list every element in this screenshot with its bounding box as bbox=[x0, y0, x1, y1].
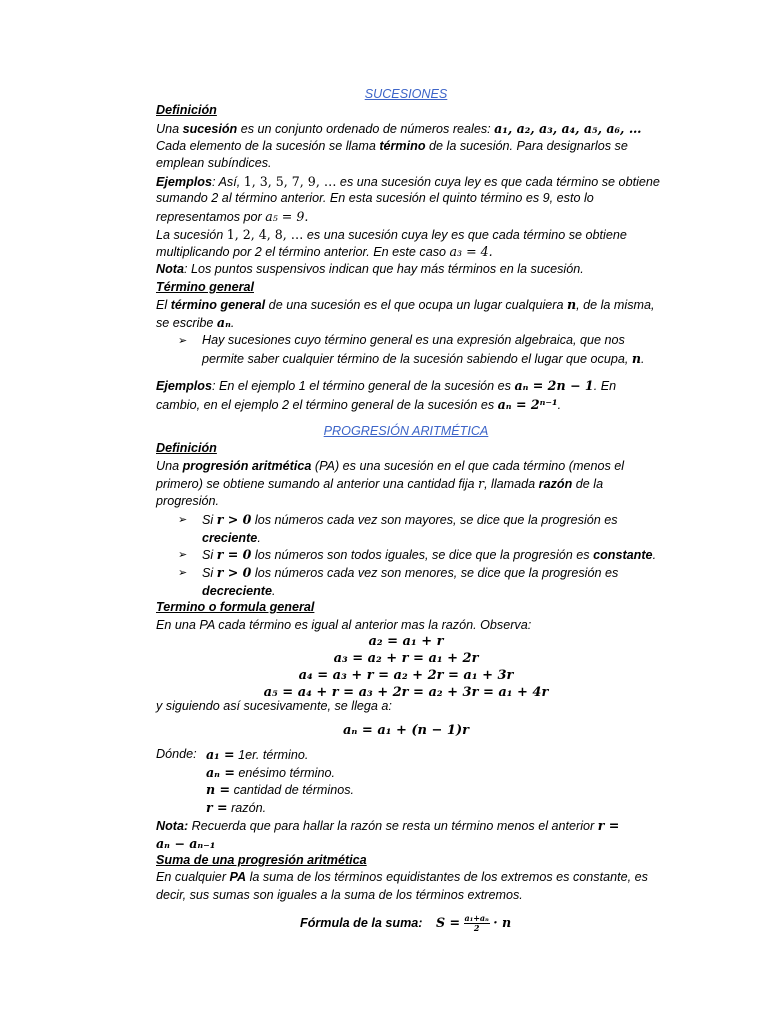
equation-a5: a₅ = a₄ + r = a₃ + 2r = a₂ + 3r = a₁ + 4r bbox=[263, 685, 549, 700]
arrow-bullet-icon: ➢ bbox=[178, 513, 188, 526]
donde-label: Dónde: bbox=[156, 747, 197, 761]
nota-1: Nota: Los puntos suspensivos indican que hay más términos en la sucesión. bbox=[156, 262, 584, 276]
title-progresion-aritmetica: PROGRESIÓN ARITMÉTICA bbox=[323, 424, 489, 438]
def1-line2: Cada elemento de la sucesión se llama término de la sucesión. Para designarlos se bbox=[156, 139, 628, 153]
donde-a1: a₁ = 1er. término. bbox=[206, 747, 309, 762]
formula-suma-lhs: S = bbox=[435, 915, 461, 930]
bullet-creciente: ➢ Si r > 0 los números cada vez son mayores, se dice que la progresión es creciente. bbox=[178, 512, 618, 545]
formula-suma bbox=[300, 912, 511, 934]
bullet-decreciente: ➢ Si r > 0 los números cada vez son menores, se dice que la progresión es decreciente. bbox=[178, 565, 619, 598]
def1-line1: Una sucesión es un conjunto ordenado de números reales: a₁, a₂, a₃, a₄, a₅, a₆, … bbox=[156, 121, 642, 136]
arrow-bullet-icon: ➢ bbox=[178, 566, 188, 579]
suma-line1: En cualquier PA la suma de los términos equidistantes de los extremos es constante, es bbox=[156, 870, 648, 884]
arrow-bullet-icon: ➢ bbox=[178, 548, 188, 561]
donde-n: n = cantidad de términos. bbox=[206, 782, 355, 797]
ejemplos1-line1: Ejemplos: Así, 1, 3, 5, 7, 9, … es una sucesión cuya ley es que cada término se obtiene bbox=[156, 174, 660, 189]
def1-line3: emplean subíndices. bbox=[156, 156, 272, 170]
nota-2-line1: Nota: Recuerda que para hallar la razón se resta un término menos el anterior r = bbox=[156, 818, 620, 833]
fg-follow: y siguiendo así sucesivamente, se llega a: bbox=[156, 699, 392, 713]
def2-line3: progresión. bbox=[156, 494, 220, 508]
formula-suma-fraction: $\frac{\text{a₁+aₙ}}{2}$ bbox=[464, 913, 489, 934]
def2-line2: primero) se obtiene sumando al anterior una cantidad fija r, llamada razón de la bbox=[156, 476, 604, 491]
heading-definicion-1: Definición bbox=[156, 103, 217, 117]
donde-an: aₙ = enésimo término. bbox=[206, 765, 335, 780]
ejemplos1-line5: multiplicando por 2 el término anterior. En este caso a₃ = 4. bbox=[156, 244, 493, 259]
fg-intro: En una PA cada término es igual al anterior mas la razón. Observa: bbox=[156, 618, 532, 632]
heading-suma: Suma de una progresión aritmética bbox=[156, 853, 367, 867]
heading-formula-general: Termino o formula general bbox=[156, 600, 315, 614]
bullet-tg bbox=[178, 332, 668, 366]
formula-suma-label: Fórmula de la suma: bbox=[300, 916, 423, 930]
def2-line1: Una progresión aritmética (PA) es una sucesión en el que cada término (menos el bbox=[156, 459, 625, 473]
ejemplos2-line1: Ejemplos: En el ejemplo 1 el término general de la sucesión es aₙ = 2n − 1. En bbox=[156, 378, 617, 393]
ejemplos1-line2: sumando 2 al término anterior. En esta sucesión el quinto término es 9, esto lo bbox=[156, 191, 594, 205]
tg-line2: se escribe aₙ. bbox=[156, 315, 235, 330]
equation-general: aₙ = a₁ + (n − 1)r bbox=[343, 723, 469, 738]
tg-line1: El término general de una sucesión es el que ocupa un lugar cualquiera n, de la misma, bbox=[156, 297, 655, 312]
equation-a4: a₄ = a₃ + r = a₂ + 2r = a₁ + 3r bbox=[298, 668, 514, 683]
equation-a2: a₂ = a₁ + r bbox=[368, 634, 444, 649]
donde-r: r = razón. bbox=[206, 800, 267, 815]
arrow-bullet-icon: ➢ bbox=[178, 334, 188, 347]
ejemplos2-line2: cambio, en el ejemplo 2 el término general de la sucesión es aₙ = 2ⁿ⁻¹. bbox=[156, 397, 562, 412]
nota-2-line2: aₙ − aₙ₋₁ bbox=[156, 836, 216, 851]
equation-a3: a₃ = a₂ + r = a₁ + 2r bbox=[333, 651, 479, 666]
formula-suma-rhs: · n bbox=[493, 915, 512, 930]
suma-line2: decir, sus sumas son iguales a la suma de los términos extremos. bbox=[156, 888, 523, 902]
bullet-tg-text: Hay sucesiones cuyo término general es una expresión algebraica, que nos permite saber cualquier término de la sucesión sabiendo el lugar que ocupa, n. bbox=[202, 333, 645, 366]
heading-definicion-2: Definición bbox=[156, 441, 217, 455]
bullet-constante: ➢ Si r = 0 los números son todos iguales, se dice que la progresión es constante. bbox=[178, 547, 657, 562]
ejemplos1-line3: representamos por a₅ = 9. bbox=[156, 209, 309, 224]
heading-termino-general: Término general bbox=[156, 280, 254, 294]
title-sucesiones: SUCESIONES bbox=[364, 87, 448, 101]
ejemplos1-line4: La sucesión 1, 2, 4, 8, … es una sucesión cuya ley es que cada término se obtiene bbox=[156, 227, 627, 242]
